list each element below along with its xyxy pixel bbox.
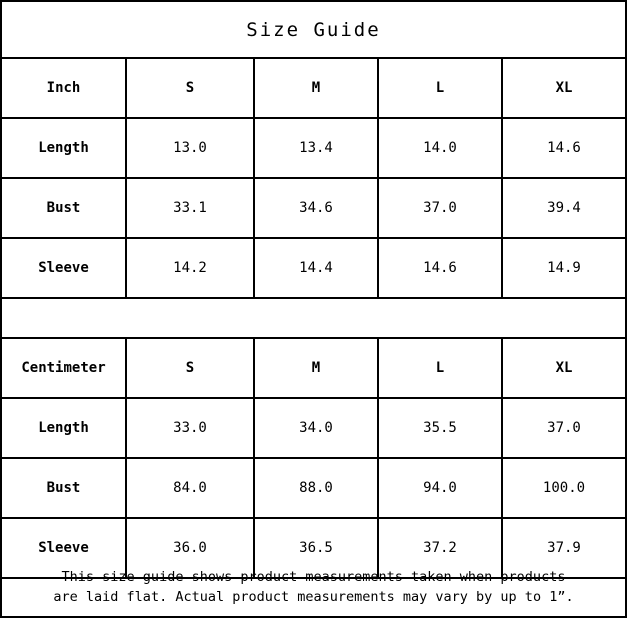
table-header-row xyxy=(2,58,625,118)
cell-length-xl: 37.0 xyxy=(502,398,625,458)
cell-length-s: 33.0 xyxy=(126,398,254,458)
inch-size-table xyxy=(2,57,625,299)
table-separator xyxy=(2,299,625,337)
column-header-l: L xyxy=(378,338,502,398)
row-label-length: Length xyxy=(2,118,126,178)
table-header-row xyxy=(2,338,625,398)
cell-sleeve-xl: 14.9 xyxy=(502,238,625,298)
row-label-sleeve: Sleeve xyxy=(2,518,126,578)
cell-sleeve-xl: 37.9 xyxy=(502,518,625,578)
cell-bust-l: 37.0 xyxy=(378,178,502,238)
column-header-s: S xyxy=(126,58,254,118)
cell-length-s: 13.0 xyxy=(126,118,254,178)
cell-sleeve-m: 36.5 xyxy=(254,518,378,578)
column-header-m: M xyxy=(254,338,378,398)
cell-sleeve-m: 14.4 xyxy=(254,238,378,298)
cell-length-m: 13.4 xyxy=(254,118,378,178)
cell-bust-m: 34.6 xyxy=(254,178,378,238)
table-row xyxy=(2,118,625,178)
centimeter-size-table xyxy=(2,337,625,579)
cell-bust-m: 88.0 xyxy=(254,458,378,518)
table-row xyxy=(2,238,625,298)
page-title: Size Guide xyxy=(246,18,381,41)
row-label-length: Length xyxy=(2,398,126,458)
table-row xyxy=(2,458,625,518)
cell-length-l: 35.5 xyxy=(378,398,502,458)
unit-label-inch: Inch xyxy=(2,58,126,118)
cell-length-xl: 14.6 xyxy=(502,118,625,178)
column-header-s: S xyxy=(126,338,254,398)
cell-length-l: 14.0 xyxy=(378,118,502,178)
footnote-line-1: This size guide shows product measurements taken when products xyxy=(61,569,566,585)
column-header-xl: XL xyxy=(502,58,625,118)
table-row xyxy=(2,178,625,238)
table-row xyxy=(2,398,625,458)
cell-sleeve-s: 14.2 xyxy=(126,238,254,298)
cell-bust-s: 84.0 xyxy=(126,458,254,518)
row-label-sleeve: Sleeve xyxy=(2,238,126,298)
footnote-line-2: are laid flat. Actual product measurements may vary by up to 1”. xyxy=(53,589,574,605)
cell-length-m: 34.0 xyxy=(254,398,378,458)
cell-bust-xl: 100.0 xyxy=(502,458,625,518)
column-header-l: L xyxy=(378,58,502,118)
cell-sleeve-l: 37.2 xyxy=(378,518,502,578)
cell-bust-xl: 39.4 xyxy=(502,178,625,238)
column-header-xl: XL xyxy=(502,338,625,398)
row-label-bust: Bust xyxy=(2,458,126,518)
cell-bust-l: 94.0 xyxy=(378,458,502,518)
cell-sleeve-l: 14.6 xyxy=(378,238,502,298)
cell-bust-s: 33.1 xyxy=(126,178,254,238)
footnote xyxy=(2,558,625,616)
unit-label-centimeter: Centimeter xyxy=(2,338,126,398)
row-label-bust: Bust xyxy=(2,178,126,238)
cell-sleeve-s: 36.0 xyxy=(126,518,254,578)
column-header-m: M xyxy=(254,58,378,118)
